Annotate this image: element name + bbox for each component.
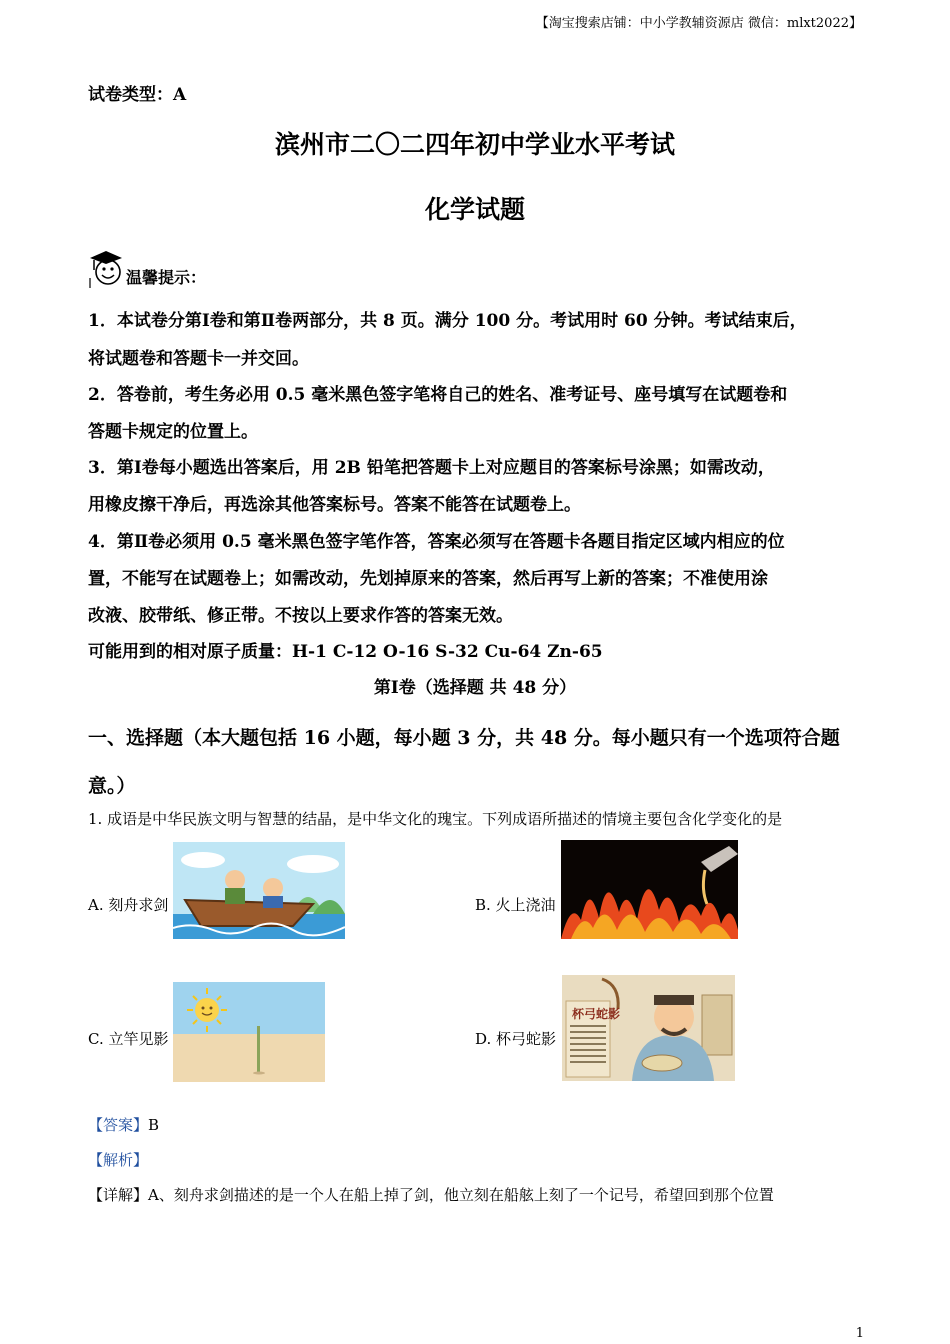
section-title: 第Ⅰ卷（选择题 共 48 分） (373, 678, 577, 698)
tip-line: 用橡皮擦干净后，再选涂其他答案标号。答案不能答在试题卷上。 (88, 495, 581, 515)
detail-text: A、刻舟求剑描述的是一个人在船上掉了剑，他立刻在船舷上刻了一个记号，希望回到那个位置 (148, 1186, 774, 1204)
detail-tag: 【详解】 (88, 1186, 149, 1204)
tips-heading (88, 248, 206, 288)
option-b-image (561, 840, 738, 939)
option-b-label[interactable]: B. 火上浇油 (475, 896, 556, 914)
tip-line: 置，不能写在试题卷上；如需改动，先划掉原来的答案，然后再写上新的答案；不准使用涂 (88, 569, 768, 589)
header-note: 【淘宝搜索店铺：中小学教辅资源店 微信：mlxt2022】 (535, 16, 862, 31)
option-d-image-caption: 杯弓蛇影 (572, 1007, 621, 1021)
tips-heading-label: 温馨提示： (126, 268, 207, 287)
option-c-image (173, 982, 325, 1082)
part-heading: 一、选择题（本大题包括 16 小题，每小题 3 分，共 48 分。每小题只有一个选项符合题 (88, 727, 840, 749)
answer-value: B (148, 1116, 160, 1134)
paper-type: 试卷类型：A (88, 85, 187, 105)
analysis-tag: 【解析】 (88, 1151, 149, 1169)
tip-line: 答题卡规定的位置上。 (88, 422, 258, 442)
option-c-label[interactable]: C. 立竿见影 (88, 1030, 169, 1048)
atomic-mass-line: 可能用到的相对原子质量：H-1 C-12 O-16 S-32 Cu-64 Zn-65 (88, 642, 603, 662)
tip-line: 1．本试卷分第Ⅰ卷和第Ⅱ卷两部分，共 8 页。满分 100 分。考试用时 60 分钟。考试结束后， (88, 311, 807, 331)
tip-line: 3．第Ⅰ卷每小题选出答案后，用 2B 铅笔把答题卡上对应题目的答案标号涂黑；如需改动， (88, 458, 775, 478)
tip-line: 将试题卷和答题卡一并交回。 (88, 349, 309, 369)
smiley-graduate-icon (88, 248, 124, 288)
option-a-image (173, 842, 345, 939)
answer-line (88, 1114, 159, 1135)
part-heading-cont: 意。） (88, 775, 136, 797)
tip-line: 2．答卷前，考生务必用 0.5 毫米黑色签字笔将自己的姓名、准考证号、座号填写在试题卷和 (88, 385, 788, 405)
option-d-label[interactable]: D. 杯弓蛇影 (475, 1030, 557, 1048)
option-d-image (562, 975, 735, 1081)
exam-title: 滨州市二〇二四年初中学业水平考试 (274, 130, 675, 159)
page-number: 1 (855, 1326, 864, 1341)
option-a-label[interactable]: A. 刻舟求剑 (88, 896, 169, 914)
tip-line: 4．第Ⅱ卷必须用 0.5 毫米黑色签字笔作答，答案必须写在答题卡各题目指定区域内相应的位 (88, 532, 785, 552)
subject-title: 化学试题 (424, 195, 525, 224)
detail-line (88, 1184, 774, 1205)
answer-tag: 【答案】 (88, 1116, 149, 1134)
question-text: 1. 成语是中华民族文明与智慧的结晶，是中华文化的瑰宝。下列成语所描述的情境主要包含化学变化的是 (88, 810, 783, 828)
tip-line: 改液、胶带纸、修正带。不按以上要求作答的答案无效。 (88, 606, 513, 626)
